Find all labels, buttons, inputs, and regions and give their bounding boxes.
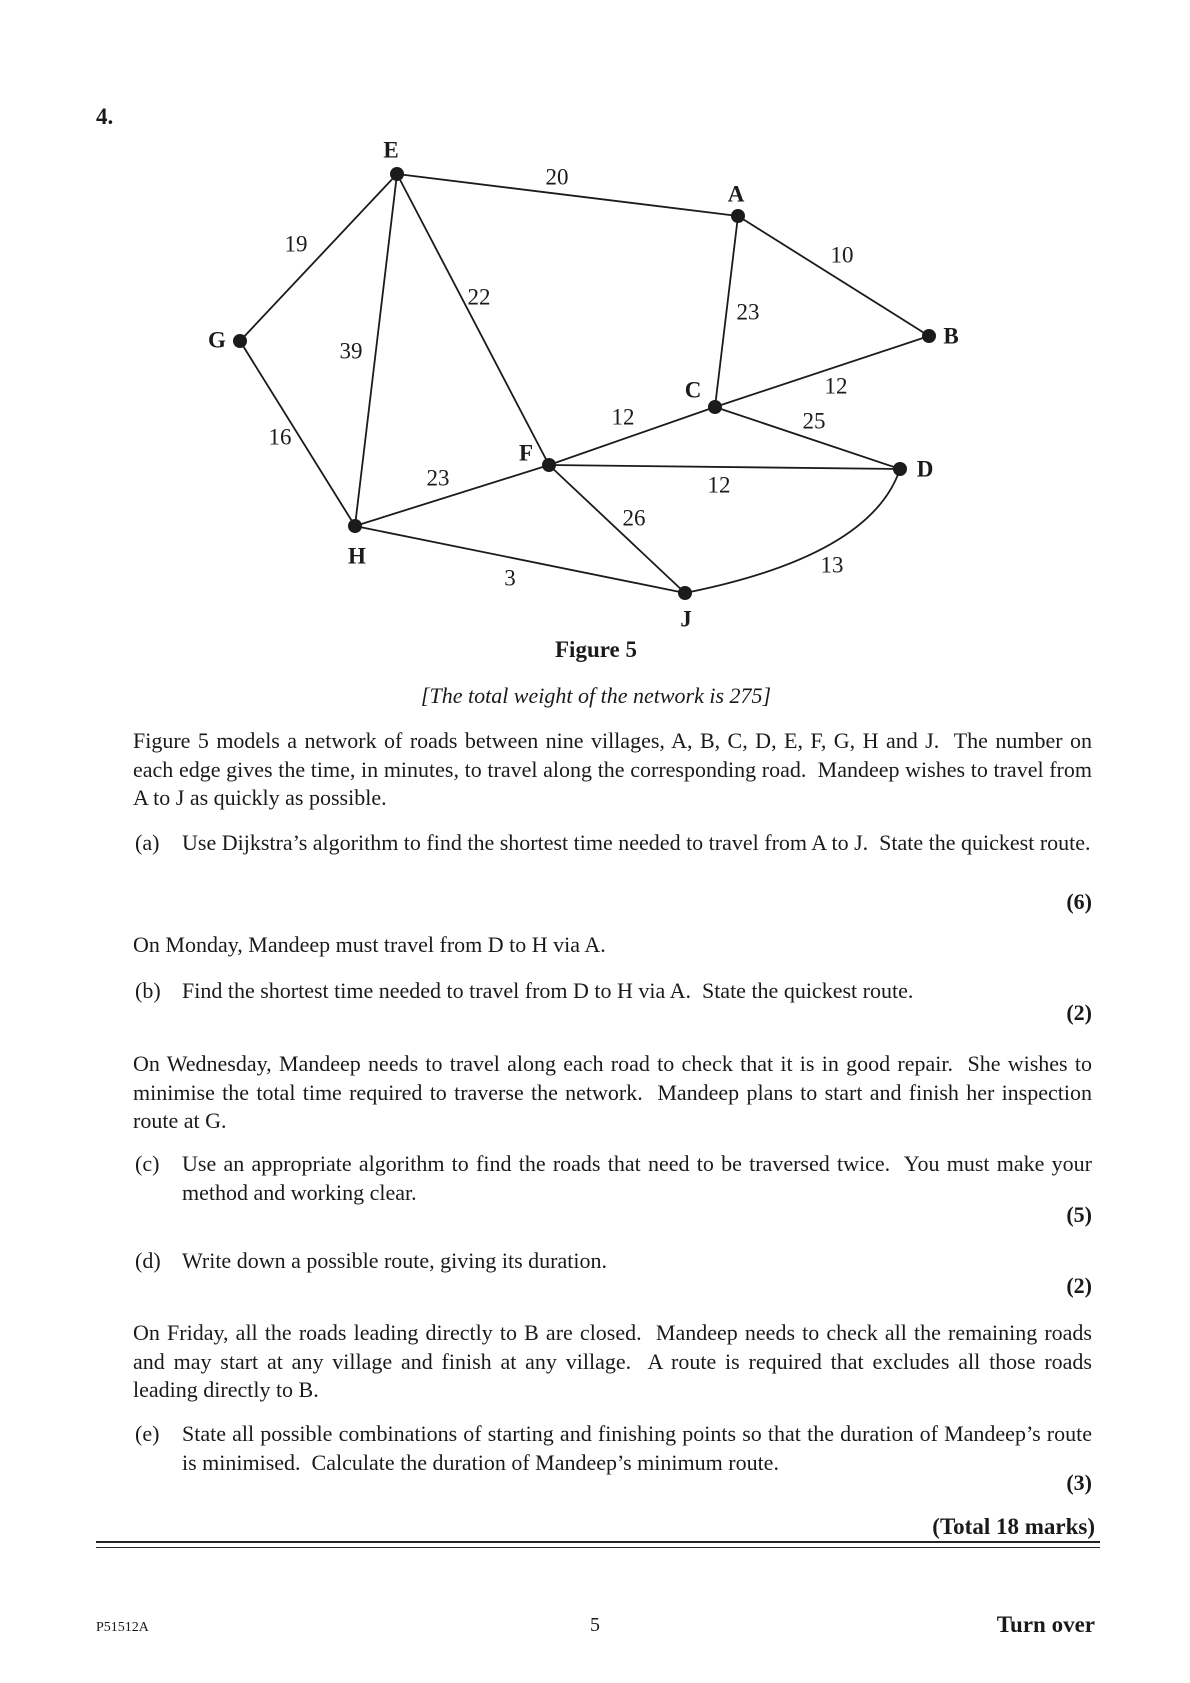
- node-H-dot: [348, 519, 362, 533]
- edge-EF-line: [397, 174, 549, 465]
- node-D-label: D: [916, 456, 934, 482]
- node-D-dot: [893, 462, 907, 476]
- edge-EH-weight: 39: [339, 338, 363, 364]
- question-b-text: Find the shortest time needed to travel from D to H via A. State the quickest route.: [182, 978, 914, 1003]
- node-E-label: E: [383, 137, 399, 163]
- question-a-label: (a): [135, 830, 160, 855]
- question-c-label: (c): [135, 1151, 160, 1176]
- friday-paragraph: On Friday, all the roads leading directly to B are closed. Mandeep needs to check all the remaining roads and may start at any village and finish at any village. A route is required that excludes all those roads leading directly to B.: [133, 1320, 1098, 1402]
- edge-CB-line: [715, 336, 929, 407]
- edge-AC-weight: 23: [736, 299, 760, 325]
- question-number: 4.: [96, 104, 114, 129]
- node-B-label: B: [943, 323, 959, 349]
- paper-code: P51512A: [96, 1620, 149, 1635]
- node-G-dot: [233, 334, 247, 348]
- question-b-marks: (2): [1066, 1000, 1092, 1025]
- edge-FJ-line: [549, 465, 685, 593]
- node-A-dot: [731, 209, 745, 223]
- edge-FJ-weight: 26: [622, 505, 646, 531]
- node-A-label: A: [727, 181, 745, 207]
- edge-AC-line: [715, 216, 738, 407]
- node-F-label: F: [518, 440, 534, 466]
- wednesday-paragraph: On Wednesday, Mandeep needs to travel along each road to check that it is in good repair. She wishes to minimise the total time required to traverse the network. Mandeep plans to start and finish her inspection route at G.: [133, 1051, 1098, 1133]
- edge-HF-line: [355, 465, 549, 526]
- edge-AB-line: [738, 216, 929, 336]
- edge-EG-line: [240, 174, 397, 341]
- question-d-label: (d): [135, 1248, 161, 1273]
- node-B-dot: [922, 329, 936, 343]
- figure-caption: Figure 5: [555, 637, 637, 662]
- question-a-marks: (6): [1066, 889, 1092, 914]
- question-e-marks: (3): [1066, 1470, 1092, 1495]
- total-marks: (Total 18 marks): [932, 1514, 1095, 1539]
- edge-DJ-weight: 13: [820, 552, 844, 578]
- figure-total-weight-note: [The total weight of the network is 275]: [420, 683, 772, 708]
- edge-AB-weight: 10: [830, 242, 854, 268]
- question-c: [133, 1150, 1098, 1207]
- edge-FD-line: [549, 465, 900, 469]
- monday-paragraph: On Monday, Mandeep must travel from D to H via A.: [133, 932, 606, 957]
- node-C-label: C: [684, 377, 702, 403]
- edge-EA-weight: 20: [545, 164, 569, 190]
- edge-CF-weight: 12: [611, 404, 635, 430]
- edge-GH-line: [240, 341, 355, 526]
- question-c-marks: (5): [1066, 1202, 1092, 1227]
- question-e-label: (e): [135, 1421, 160, 1446]
- node-G-label: G: [208, 327, 226, 353]
- edge-EF-weight: 22: [467, 284, 491, 310]
- question-d-marks: (2): [1066, 1273, 1092, 1298]
- intro-paragraph: Figure 5 models a network of roads between nine villages, A, B, C, D, E, F, G, H and J. The number on each edge gives the time, in minutes, to travel along the corresponding road. Mandeep wishes to travel from A to J as quickly as possible.: [133, 728, 1098, 810]
- edge-CD-weight: 25: [802, 408, 826, 434]
- edge-CB-weight: 12: [824, 373, 848, 399]
- edge-FD-weight: 12: [707, 472, 731, 498]
- edge-HJ-line: [355, 526, 685, 593]
- node-J-dot: [678, 586, 692, 600]
- node-E-dot: [390, 167, 404, 181]
- question-a-text: Use Dijkstra’s algorithm to find the shortest time needed to travel from A to J. State the quickest route.: [182, 830, 1091, 855]
- question-c-text: Use an appropriate algorithm to find the roads that need to be traversed twice. You must make your method and working clear.: [182, 1151, 1098, 1205]
- node-J-label: J: [680, 606, 692, 632]
- question-end-rule: [96, 1541, 1100, 1548]
- question-e-text: State all possible combinations of starting and finishing points so that the duration of Mandeep’s route is minimised. Calculate the duration of Mandeep’s minimum route.: [182, 1421, 1098, 1475]
- question-d-text: Write down a possible route, giving its duration.: [182, 1248, 607, 1273]
- edge-GH-weight: 16: [268, 424, 292, 450]
- node-C-dot: [708, 400, 722, 414]
- question-a: [133, 829, 1092, 858]
- edge-HF-weight: 23: [426, 465, 450, 491]
- turn-over-label: Turn over: [996, 1612, 1095, 1637]
- figure-5-network-diagram: [0, 0, 1190, 660]
- question-b-label: (b): [135, 978, 161, 1003]
- node-F-dot: [542, 458, 556, 472]
- edge-HJ-weight: 3: [504, 565, 516, 591]
- edge-EG-weight: 19: [284, 231, 308, 257]
- page-number: 5: [590, 1614, 600, 1636]
- node-H-label: H: [348, 543, 366, 569]
